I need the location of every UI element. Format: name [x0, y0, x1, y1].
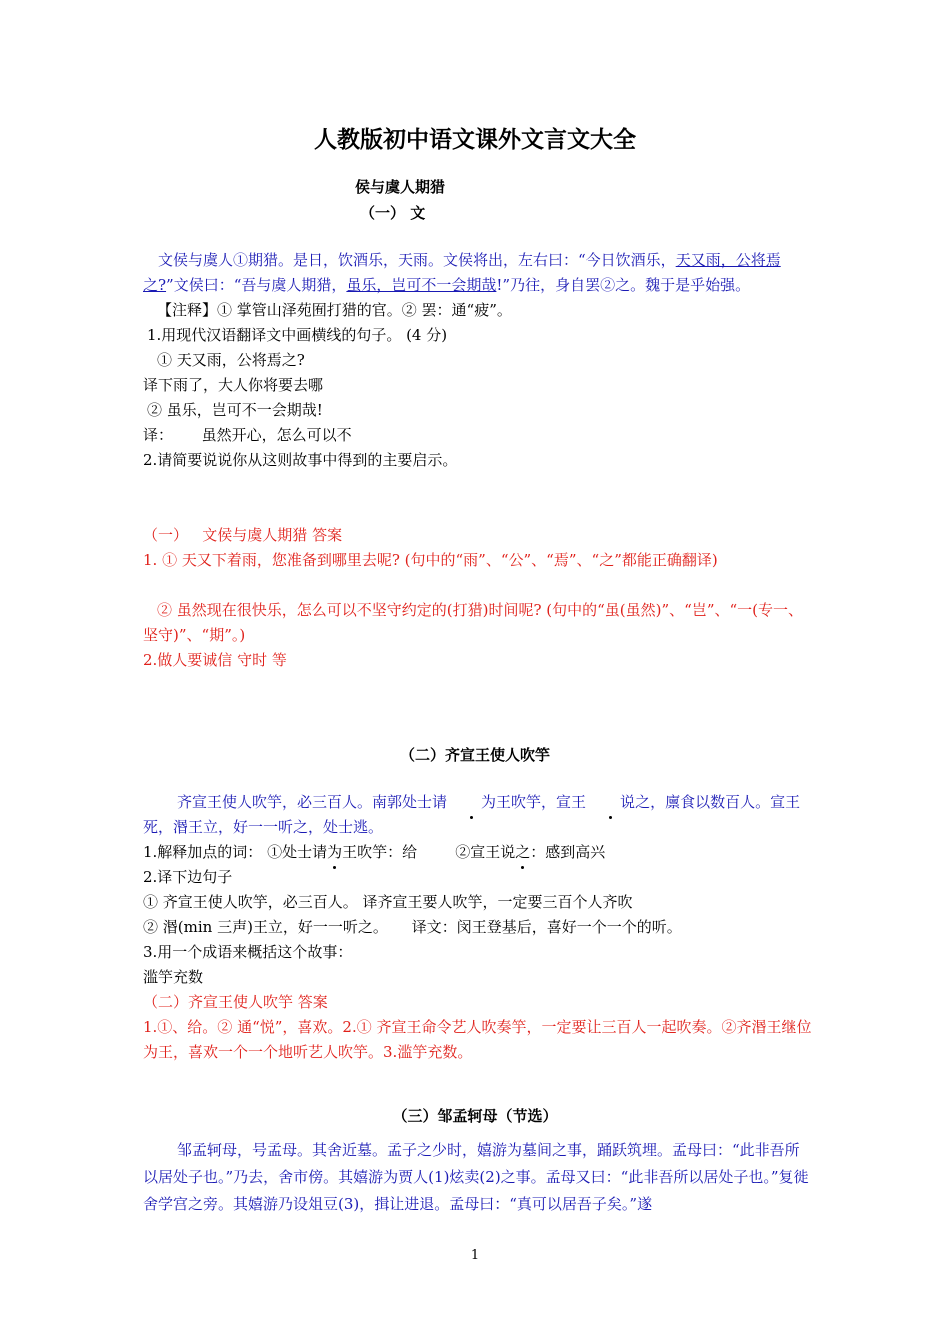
dotted-word: 之: [515, 840, 530, 865]
underlined-sentence-2: 虽乐，岂可不一会期哉: [346, 276, 497, 294]
passage-text: 文侯与虞人①期猎。是日，饮酒乐，天雨。文侯将出，左右曰：“今日饮酒乐，: [158, 251, 676, 269]
passage-text: 王吹竽，宣王: [496, 793, 587, 811]
section-3-passage: [143, 1137, 813, 1218]
page-number: 1: [470, 1248, 480, 1263]
dotted-word: 为: [447, 790, 496, 815]
passage-text: !”乃往，身自罢②之。魏于是乎始强。: [496, 276, 751, 294]
answer-text: 1. ① 天又下着雨，您准备到哪里去呢? (句中的“雨”、“公”、“焉”、“之”都能正确翻译): [143, 551, 718, 569]
underlined-sentence-1: 天又雨，公将焉之?: [143, 251, 781, 294]
question-text: 王吹竽：给 ②宣王说: [342, 843, 516, 861]
question-1a: ① 天又雨，公将焉之?: [157, 351, 305, 369]
question-1a-answer: 译下雨了，大人你将要去哪: [143, 376, 324, 394]
question-1: 1.用现代汉语翻译文中画横线的句子。 (4 分): [147, 326, 448, 344]
question-2: 2.请简要说说你从这则故事中得到的主要启示。: [143, 451, 458, 469]
answer-1-line-3: 2.做人要诚信 守时 等: [143, 651, 287, 669]
document-title: 人教版初中语文课外文言文大全: [314, 127, 636, 153]
passage-text: 之，廪食以数百人。宣王死，湣王立，好一一听之，处士逃。: [143, 793, 801, 836]
answer-text: 1.①、给。② 通“悦”，喜欢。2.① 齐宣王命令艺人吹奏竽，一定要让三百人一起吹奏。②齐湣王继位为王，喜欢一个一个地听艺人吹竽。3.滥竽充数。: [143, 1018, 812, 1061]
s2-question-2b: ② 湣(min 三声)王立，好一一听之。 译文：闵王登基后，喜好一个一个的听。: [143, 918, 682, 936]
section-1-subheading: （一） 文: [360, 204, 426, 222]
answer-1-line-1: [143, 548, 813, 573]
section-2-heading: （二）齐宣王使人吹竽: [399, 746, 550, 764]
answer-1-title: （一） 文侯与虞人期猎 答案: [143, 526, 343, 544]
dotted-word: 说: [586, 790, 635, 815]
section-2-passage: [143, 790, 813, 840]
question-text: 1.解释加点的词： ①处士请: [143, 843, 328, 861]
s2-question-2a: ① 齐宣王使人吹竽，必三百人。 译齐宣王要人吹竽，一定要三百个人齐吹: [143, 893, 633, 911]
question-text: ：感到高兴: [530, 843, 606, 861]
s2-question-1: [143, 840, 605, 865]
section-1-passage: [143, 248, 813, 298]
answer-2-text: [143, 1015, 813, 1065]
passage-text: 齐宣王使人吹竽，必三百人。南郭处士请: [177, 793, 448, 811]
section-3-heading: （三）邹孟轲母（节选）: [392, 1107, 558, 1125]
section-1-heading: 侯与虞人期猎: [355, 178, 446, 196]
answer-2-title: （二）齐宣王使人吹竽 答案: [143, 993, 328, 1011]
question-1b-answer: 译： 虽然开心，怎么可以不: [143, 426, 352, 444]
annotation-note: 【注释】① 掌管山泽苑囿打猎的官。② 罢：通“疲”。: [157, 301, 512, 319]
dotted-word: 为: [327, 840, 342, 865]
question-1b: ② 虽乐，岂可不一会期哉!: [147, 401, 323, 419]
answer-1-line-2: [143, 598, 813, 648]
answer-text: ② 虽然现在很快乐，怎么可以不坚守约定的(打猎)时间呢? (句中的“虽(虽然)”、“岂”、“一(专一、坚守)”、“期”。): [143, 601, 804, 644]
s2-question-3: 3.用一个成语来概括这个故事：: [143, 943, 353, 961]
passage-text: ”文侯曰：“吾与虞人期猎，: [166, 276, 347, 294]
passage-text: 邹孟轲母，号孟母。其舍近墓。孟子之少时，嬉游为墓间之事，踊跃筑埋。孟母曰：“此非吾所以居处子也。”乃去，舍市傍。其嬉游为贾人(1)炫卖(2)之事。孟母又曰：“此非吾所以居处子也。”复徙舍学宫之旁。其嬉游乃设俎豆(3)，揖让进退。孟母曰：“真可以居吾子矣。”遂: [143, 1141, 809, 1213]
s2-question-3-answer: 滥竽充数: [143, 968, 204, 986]
s2-question-2: 2.译下边句子: [143, 868, 233, 886]
